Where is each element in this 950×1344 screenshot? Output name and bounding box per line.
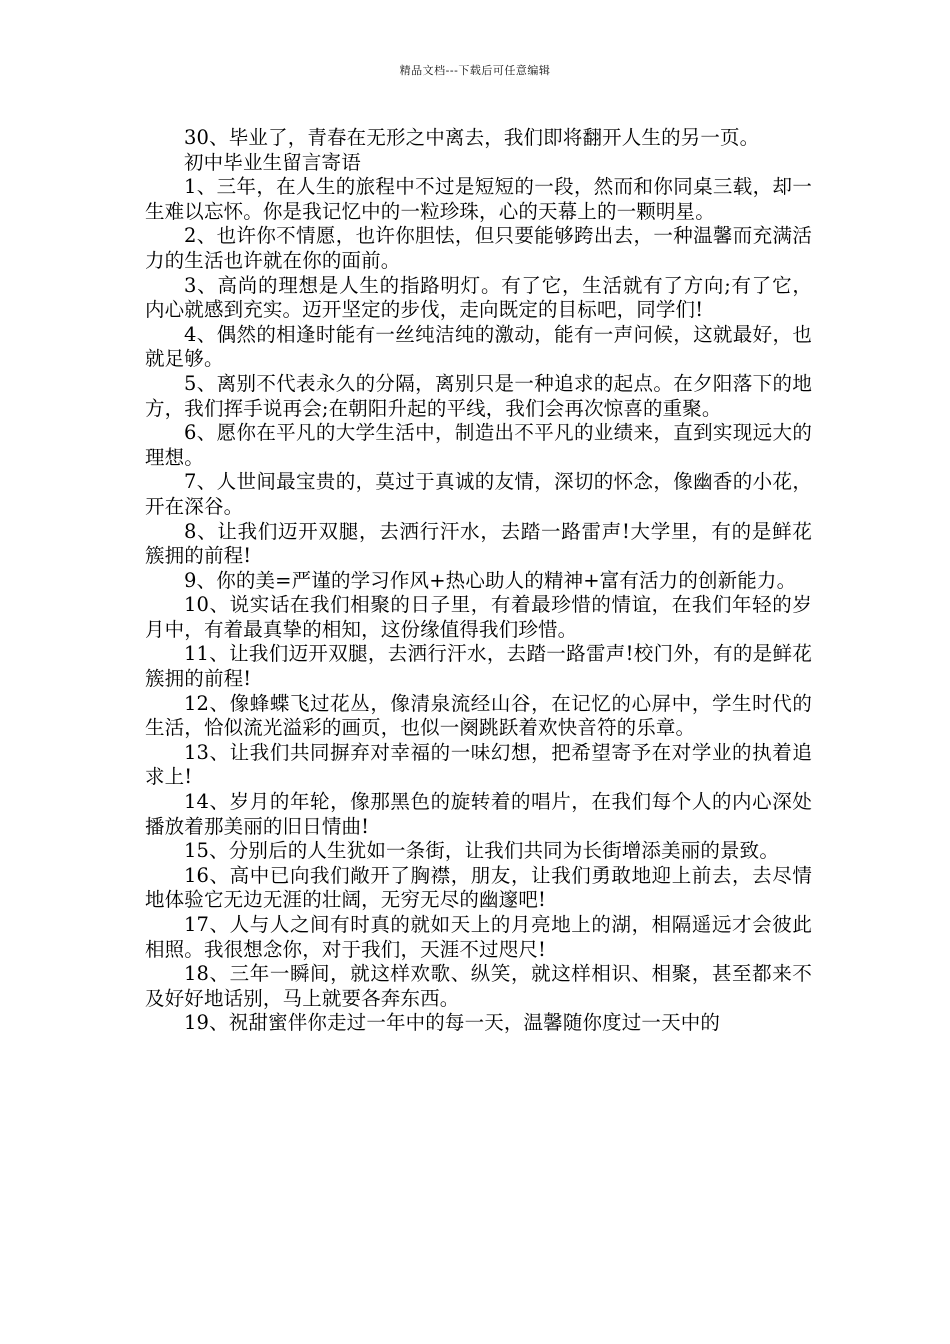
paragraph: 18、三年一瞬间，就这样欢歌、纵笑，就这样相识、相聚，甚至都来不及好好地话别，马上就要各奔东西。 xyxy=(145,962,812,1010)
paragraph: 4、偶然的相逢时能有一丝纯洁纯的激动，能有一声问候，这就最好，也就足够。 xyxy=(145,322,812,371)
paragraph: 19、祝甜蜜伴你走过一年中的每一天，温馨随你度过一天中的 xyxy=(184,1011,721,1035)
paragraph: 1、三年，在人生的旅程中不过是短短的一段，然而和你同桌三载，却一生难以忘怀。你是我记忆中的一粒珍珠，心的天幕上的一颗明星。 xyxy=(145,175,812,223)
paragraph: 11、让我们迈开双腿，去洒行汗水，去踏一路雷声!校门外，有的是鲜花簇拥的前程! xyxy=(145,642,812,691)
paragraph: 30、毕业了，青春在无形之中离去，我们即将翻开人生的另一页。 xyxy=(184,126,760,149)
paragraph: 12、像蜂蝶飞过花丛，像清泉流经山谷，在记忆的心屏中，学生时代的生活，恰似流光溢彩的画页，也似一阕跳跃着欢快音符的乐章。 xyxy=(145,691,812,740)
paragraph: 14、岁月的年轮，像那黑色的旋转着的唱片，在我们每个人的内心深处播放着那美丽的旧日情曲! xyxy=(145,790,812,838)
page-header: 精品文档---下载后可任意编辑 xyxy=(399,64,551,77)
paragraph: 3、高尚的理想是人生的指路明灯。有了它，生活就有了方向;有了它，内心就感到充实。迈开坚定的步伐，走向既定的目标吧，同学们! xyxy=(145,273,812,322)
paragraph: 9、你的美=严谨的学习作风+热心助人的精神+富有活力的创新能力。 xyxy=(184,568,797,592)
paragraph: 10、说实话在我们相聚的日子里，有着最珍惜的情谊，在我们年轻的岁月中，有着最真挚的相知，这份缘值得我们珍惜。 xyxy=(145,593,812,641)
document-body xyxy=(145,126,812,1036)
paragraph: 15、分别后的人生犹如一条街，让我们共同为长街增添美丽的景致。 xyxy=(184,839,779,863)
paragraph: 5、离别不代表永久的分隔，离别只是一种追求的起点。在夕阳落下的地方，我们挥手说再会;在朝阳升起的平线，我们会再次惊喜的重聚。 xyxy=(145,371,812,420)
paragraph: 13、让我们共同摒弃对幸福的一味幻想，把希望寄予在对学业的执着追求上! xyxy=(145,740,812,789)
paragraph: 7、人世间最宝贵的，莫过于真诚的友情，深切的怀念，像幽香的小花，开在深谷。 xyxy=(145,470,812,518)
paragraph: 6、愿你在平凡的大学生活中，制造出不平凡的业绩来，直到实现远大的理想。 xyxy=(145,421,812,469)
paragraph: 2、也许你不情愿，也许你胆怯，但只要能够跨出去，一种温馨而充满活力的生活也许就在你的面前。 xyxy=(145,224,812,272)
section-title: 初中毕业生留言寄语 xyxy=(184,150,361,174)
paragraph: 16、高中已向我们敞开了胸襟，朋友，让我们勇敢地迎上前去，去尽情地体验它无边无涯的壮阔，无穷无尽的幽邃吧! xyxy=(145,863,812,912)
paragraph: 17、人与人之间有时真的就如天上的月亮地上的湖，相隔遥远才会彼此相照。我很想念你，对于我们，天涯不过咫尺! xyxy=(145,913,812,961)
paragraph: 8、让我们迈开双腿，去洒行汗水，去踏一路雷声!大学里，有的是鲜花簇拥的前程! xyxy=(145,519,812,568)
